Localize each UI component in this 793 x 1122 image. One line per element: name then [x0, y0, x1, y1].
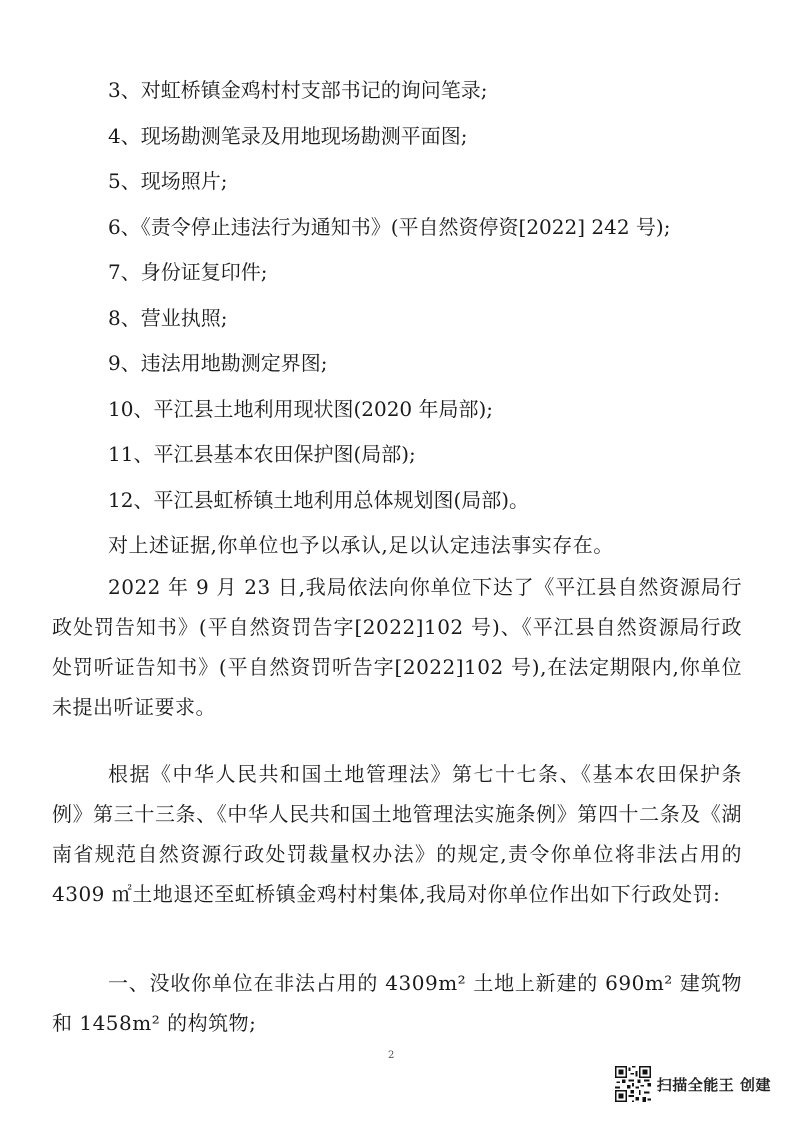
evidence-item: 4、现场勘测笔录及用地现场勘测平面图;: [108, 123, 468, 148]
evidence-item: 7、身份证复印件;: [108, 260, 268, 284]
evidence-item: 8、营业执照;: [108, 305, 228, 330]
scanner-watermark: [615, 1066, 771, 1102]
evidence-item: 12、平江县虹桥镇土地利用总体规划图(局部)。: [108, 487, 530, 512]
notice-paragraph: 2022 年 9 月 23 日,我局依法向你单位下达了《平江县自然资源局行政处罚告知书》(平自然资罚告字[2022]102 号)、《平江县自然资源局行政处罚听证告知书》(平自然资罚听告字[2022]102 号),在法定期限内,你单位未提出听证要求。: [52, 575, 742, 719]
evidence-item: 10、平江县土地利用现状图(2020 年局部);: [108, 396, 494, 421]
legal-basis-paragraph: 根据《中华人民共和国土地管理法》第七十七条、《基本农田保护条例》第三十三条、《中华人民共和国土地管理法实施条例》第四十二条及《湖南省规范自然资源行政处罚裁量权办法》的规定,责令你单位将非法占用的 4309 ㎡土地退还至虹桥镇金鸡村村集体,我局对你单位作出如下行政处罚:: [52, 762, 742, 906]
page-number: 2: [388, 1050, 395, 1061]
evidence-item: 3、对虹桥镇金鸡村村支部书记的询问笔录;: [108, 78, 488, 102]
evidence-item: 5、现场照片;: [108, 169, 228, 193]
evidence-item: 6、《责令停止违法行为通知书》(平自然资停资[2022] 242 号);: [108, 214, 671, 239]
watermark-text: 扫描全能王 创建: [656, 1075, 771, 1094]
evidence-item: 9、违法用地勘测定界图;: [108, 351, 328, 375]
qr-code-icon: [615, 1066, 651, 1102]
penalty-one-paragraph: 一、没收你单位在非法占用的 4309m² 土地上新建的 690m² 建筑物和 1458m² 的构筑物;: [52, 971, 742, 1035]
acknowledgement-paragraph: 对上述证据,你单位也予以承认,足以认定违法事实存在。: [108, 533, 614, 557]
evidence-item: 11、平江县基本农田保护图(局部);: [108, 442, 416, 466]
evidence-list: [0, 70, 793, 525]
